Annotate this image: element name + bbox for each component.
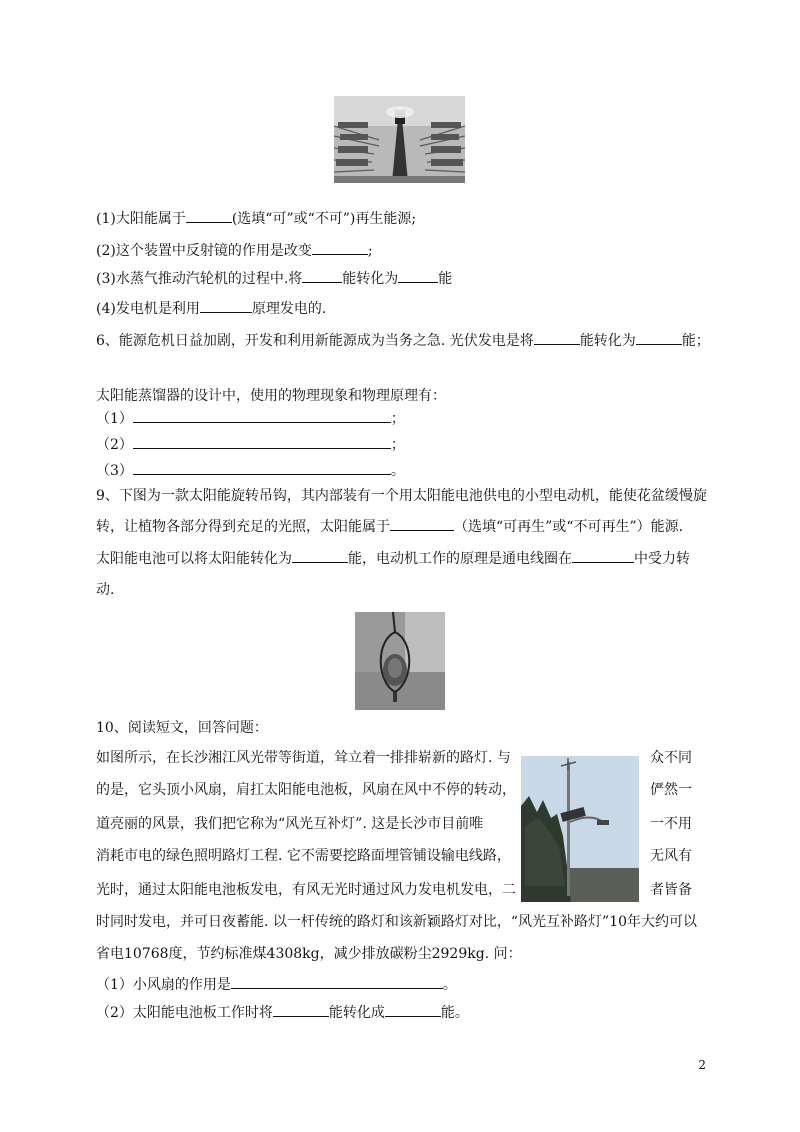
question-6 bbox=[96, 330, 710, 351]
item-number: （1） bbox=[96, 411, 133, 427]
answer-blank[interactable] bbox=[636, 330, 682, 345]
distiller-item-3 bbox=[96, 460, 405, 481]
solar-hook-image bbox=[355, 612, 445, 710]
row-right-text: 一不用 bbox=[650, 816, 692, 832]
row-left-text: 消耗市电的绿色照明路灯工程. 它不需要挖路面埋管铺设输电线路， bbox=[96, 848, 511, 864]
answer-blank[interactable] bbox=[133, 460, 391, 475]
question-9-text: 转，让植物各部分得到充足的光照，太阳能属于 bbox=[96, 519, 390, 535]
answer-blank[interactable] bbox=[398, 268, 438, 283]
item-number: （3） bbox=[96, 463, 133, 479]
sub-question-end: 能。 bbox=[440, 1005, 469, 1021]
answer-blank[interactable] bbox=[534, 330, 580, 345]
answer-blank[interactable] bbox=[133, 434, 391, 449]
question-10-row-4 bbox=[96, 846, 511, 866]
question-9-line-3 bbox=[96, 548, 690, 569]
question-9-line-4: 动. bbox=[96, 582, 115, 598]
row-right-text: 俨然一 bbox=[650, 782, 692, 798]
question-10-line-7: 省电10768度，节约标准煤4308kg，减少排放碳粉尘2929kg. 问： bbox=[96, 946, 522, 962]
q5-part-1 bbox=[96, 208, 416, 229]
solar-tower-plant-image bbox=[334, 96, 465, 183]
distiller-intro: 太阳能蒸馏器的设计中，使用的物理现象和物理原理有： bbox=[96, 388, 446, 404]
item-end: 。 bbox=[390, 463, 405, 479]
question-10-row-3 bbox=[96, 814, 483, 834]
q5-part-4-text-end: 原理发电的. bbox=[251, 301, 327, 317]
sub-question-text: （2）太阳能电池板工作时将 bbox=[96, 1005, 273, 1021]
row-right-text: 无风有 bbox=[650, 848, 692, 864]
q5-part-3-text-mid: 能转化为 bbox=[342, 271, 399, 287]
distiller-item-2 bbox=[96, 434, 405, 455]
q5-part-2-text: (2)这个装置中反射镜的作用是改变 bbox=[96, 243, 312, 259]
row-left-text: 如图所示，在长沙湘江风光带等街道，耸立着一排排崭新的路灯. 与 bbox=[96, 750, 511, 766]
item-end: ； bbox=[390, 437, 405, 453]
question-10-line-6: 时同时发电，并可日夜蓄能. 以一杆传统的路灯和该新颖路灯对比，“风光互补路灯”10年大约可以 bbox=[96, 914, 698, 930]
answer-blank[interactable] bbox=[273, 1002, 329, 1017]
item-number: （2） bbox=[96, 437, 133, 453]
answer-blank[interactable] bbox=[390, 516, 454, 531]
distiller-item-1 bbox=[96, 408, 405, 429]
question-9-text: 太阳能电池可以将太阳能转化为 bbox=[96, 551, 292, 567]
answer-blank[interactable] bbox=[200, 298, 252, 313]
answer-blank[interactable] bbox=[302, 268, 342, 283]
question-6-text: 6、能源危机日益加剧，开发和利用新能源成为当务之急. 光伏发电是将 bbox=[96, 333, 534, 349]
row-left-text: 的是，它头顶小风扇，肩扛太阳能电池板，风扇在风中不停的转动， bbox=[96, 782, 516, 798]
sub-question-mid: 能转化成 bbox=[328, 1005, 385, 1021]
question-10-row-5 bbox=[96, 880, 516, 900]
question-9-text-end: 中受力转 bbox=[634, 551, 690, 567]
q5-part-4-text: (4)发电机是利用 bbox=[96, 301, 200, 317]
q5-part-3-text-end: 能 bbox=[438, 271, 453, 287]
question-9-text-end: （选填“可再生”或“不可再生”）能源. bbox=[454, 519, 684, 535]
question-10-sub-1 bbox=[96, 974, 457, 995]
q5-part-1-text: (1)大阳能属于 bbox=[96, 211, 186, 227]
item-end: ； bbox=[390, 411, 405, 427]
question-10-title: 10、阅读短文，回答问题： bbox=[96, 720, 268, 736]
page-number: 2 bbox=[698, 1058, 706, 1072]
question-9-line-2 bbox=[96, 516, 683, 537]
sub-question-end: 。 bbox=[442, 977, 457, 993]
question-6-text-end: 能； bbox=[681, 333, 710, 349]
row-right-text: 者皆备 bbox=[650, 882, 692, 898]
answer-blank[interactable] bbox=[385, 1002, 441, 1017]
row-right-text: 众不同 bbox=[650, 750, 692, 766]
question-10-row-2 bbox=[96, 780, 516, 800]
sub-question-text: （1）小风扇的作用是 bbox=[96, 977, 231, 993]
answer-blank[interactable] bbox=[572, 548, 634, 563]
question-9-line-1: 9、下图为一款太阳能旋转吊钩，其内部装有一个用太阳能电池供电的小型电动机，能使花盆缓慢旋 bbox=[96, 488, 707, 504]
q5-part-3 bbox=[96, 268, 452, 289]
answer-blank[interactable] bbox=[292, 548, 348, 563]
question-6-text-mid: 能转化为 bbox=[579, 333, 636, 349]
question-9-text-mid: 能，电动机工作的原理是通电线圈在 bbox=[348, 551, 572, 567]
answer-blank[interactable] bbox=[133, 408, 391, 423]
question-10-sub-2 bbox=[96, 1002, 469, 1023]
q5-part-2 bbox=[96, 240, 373, 261]
answer-blank[interactable] bbox=[312, 240, 368, 255]
q5-part-3-text: (3)水蒸气推动汽轮机的过程中.将 bbox=[96, 271, 303, 287]
row-left-text: 道亮丽的风景，我们把它称为“风光互补灯”. 这是长沙市目前唯 bbox=[96, 816, 484, 832]
answer-blank[interactable] bbox=[231, 974, 443, 989]
row-left-text: 光时，通过太阳能电池板发电，有风无光时通过风力发电机发电，二 bbox=[96, 882, 516, 898]
q5-part-1-text-end: (选填“可”或“不可”)再生能源; bbox=[231, 211, 417, 227]
question-10-row-1 bbox=[96, 748, 511, 768]
q5-part-4 bbox=[96, 298, 326, 319]
answer-blank[interactable] bbox=[186, 208, 232, 223]
street-lamp-image bbox=[521, 756, 639, 902]
q5-part-2-text-end: ; bbox=[367, 243, 373, 259]
